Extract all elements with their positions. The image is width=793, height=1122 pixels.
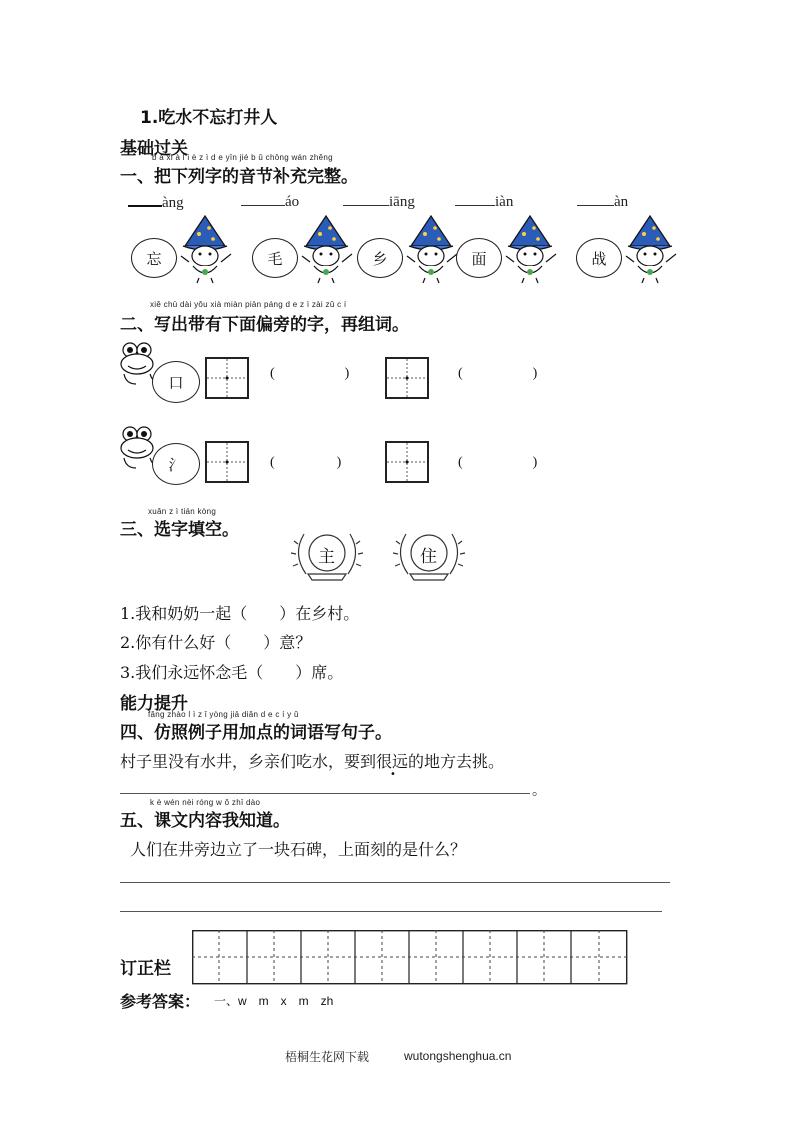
q1-char-4: 面 [471,249,487,268]
q3-choice-1 [290,524,364,584]
q3-item-1[interactable]: 1.我和奶奶一起（ ）在乡村。 [120,604,360,623]
q1-char-ellipse-1 [131,238,177,278]
q4-answer-line[interactable] [120,793,530,794]
q1-syllable-2: áo [285,194,300,210]
q2-radical-ellipse-2 [152,443,200,485]
q3-choice-2-char: 住 [420,547,437,567]
q2-write-box-1[interactable] [205,357,249,399]
q1-syllable-4: iàn [495,194,514,210]
q1-char-5: 战 [591,249,607,268]
section-ability: 能力提升 [120,694,188,714]
q5-heading: 五、课文内容我知道。 [120,811,290,831]
q1-pinyin: b ǎ xi à l i è z ì d e yīn jié b ǔ chōng wán zhěng [152,153,333,162]
paren-close: ) [532,455,538,470]
paren-close: ) [532,366,538,381]
paren-open: ( [270,366,275,381]
section-basic: 基础过关 [120,139,188,159]
q2-word-blank-2[interactable] [458,366,537,382]
q5-answer-line-2[interactable] [120,911,662,912]
correction-label: 订正栏 [120,959,171,979]
wizard-icon [500,214,562,284]
q4-end-mark: 。 [532,783,546,799]
footer-url[interactable]: wutongshenghua.cn [404,1049,512,1063]
q3-choice-1-char: 主 [318,547,335,567]
q2-write-box-3[interactable] [205,441,249,483]
q2-radical-ellipse-1 [152,361,200,403]
q1-blank-4[interactable] [455,192,513,211]
q1-syllable-5: àn [614,194,629,210]
q5-pinyin: k è wén nèi róng w ǒ zhī dào [150,798,261,807]
footer-site-name: 梧桐生花网下载 [285,1050,370,1064]
q1-char-group-1 [131,214,241,284]
q1-blank-3[interactable] [343,192,415,211]
q1-syllable-3: iāng [389,194,415,210]
q2-word-blank-1[interactable] [270,366,349,382]
q2-pinyin: xiě chū dài yǒu xià miàn piān páng d e z ì zài zǔ c í [150,300,347,309]
q1-char-group-4 [456,214,566,284]
answers-label: 参考答案： [120,992,201,1011]
answers-text: 一、w m x m zh [214,994,334,1008]
q3-item-2[interactable]: 2.你有什么好（ ）意？ [120,633,312,652]
q1-blank-2[interactable] [241,192,299,211]
q1-char-ellipse-5 [576,238,622,278]
paren-open: ( [270,455,275,470]
q4-pinyin: fǎng zhào l ì z ǐ yòng jiā diǎn d e c í y ǔ [148,710,299,719]
q1-blank-1[interactable] [128,192,184,212]
wizard-icon [620,214,682,284]
q1-char-group-3 [357,214,467,284]
correction-grid[interactable] [192,930,628,989]
q2-heading: 二、写出带有下面偏旁的字，再组词。 [120,315,409,335]
page-title: 1.吃水不忘打井人 [140,108,278,128]
q1-syllable-1: àng [162,195,184,211]
q2-radical-2: 氵 [168,455,184,474]
q1-blank-5[interactable] [577,192,628,211]
paren-open: ( [458,455,463,470]
q2-word-blank-4[interactable] [458,455,537,471]
q4-heading: 四、仿照例子用加点的词语写句子。 [120,723,392,743]
wizard-icon [401,214,463,284]
paren-close: ) [344,366,350,381]
paren-open: ( [458,366,463,381]
q1-char-2: 毛 [267,249,283,268]
q3-pinyin: xuǎn z ì tián kòng [148,507,217,516]
q1-char-ellipse-3 [357,238,403,278]
q2-word-blank-3[interactable] [270,455,341,471]
wizard-icon [175,214,237,284]
q3-heading: 三、选字填空。 [120,520,239,540]
q1-char-3: 乡 [372,249,388,268]
q5-question: 人们在井旁边立了一块石碑，上面刻的是什么？ [130,840,467,859]
paren-close: ) [336,455,342,470]
q1-char-group-5 [576,214,686,284]
q5-answer-line-1[interactable] [120,882,670,883]
q1-char-1: 忘 [146,249,162,268]
q1-char-ellipse-2 [252,238,298,278]
q4-example: 村子里没有水井，乡亲们吃水，要到很远的地方去挑。 [120,752,505,771]
wizard-icon [296,214,358,284]
q3-item-3[interactable]: 3.我们永远怀念毛（ ）席。 [120,663,344,682]
q1-char-ellipse-4 [456,238,502,278]
q1-heading: 一、把下列字的音节补充完整。 [120,167,358,187]
q2-write-box-4[interactable] [385,441,429,483]
q2-radical-1: 口 [168,373,184,392]
q2-write-box-2[interactable] [385,357,429,399]
emphasis-dot-icon: • [390,769,396,780]
q1-char-group-2 [252,214,362,284]
q3-choice-2 [392,524,466,584]
